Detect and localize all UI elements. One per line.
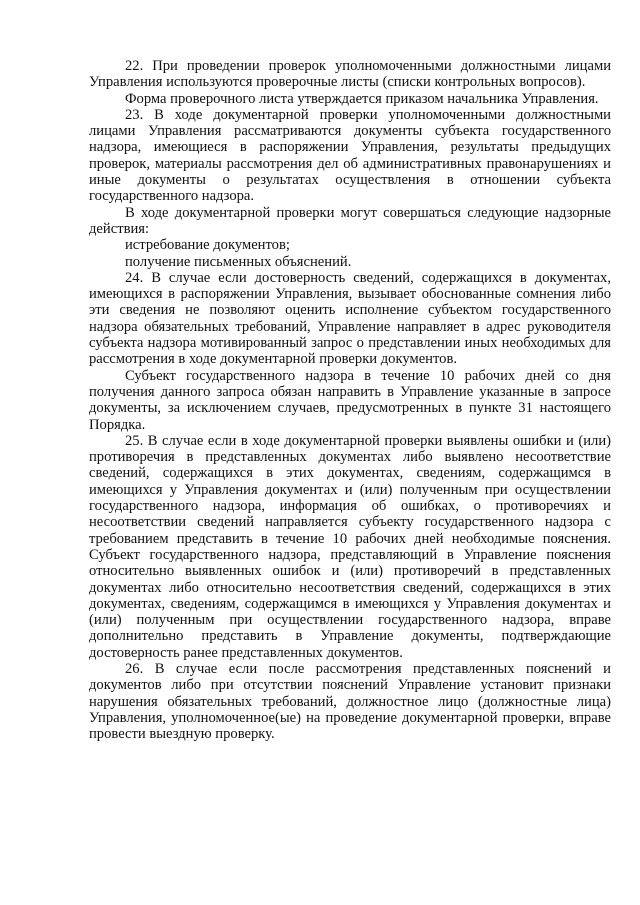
document-page xyxy=(89,58,611,742)
paragraph-10-days: Субъект государственного надзора в течение 10 рабочих дней со дня получения данного запроса обязан направить в Управление указанные в запросе документы, за исключением случаев, предусмотренных в пункте 31 настоящего Порядка. xyxy=(89,367,611,433)
paragraph-checklist-form: Форма проверочного листа утверждается приказом начальника Управления. xyxy=(125,90,599,107)
paragraph-26: 26. В случае если после рассмотрения представленных пояснений и документов либо при отсутствии пояснений Управление установит признаки нарушения обязательных требований, должностное лицо (должностные лица) Управления, уполномоченное(ые) на проведение документарной проверки, вправе провести выездную проверку. xyxy=(89,660,611,743)
paragraph-25: 25. В случае если в ходе документарной проверки выявлены ошибки и (или) противоречия в представленных документах либо выявлено несоответствие сведений, содержащихся в этих документах, сведениям, содержащимся в имеющихся у Управления документах и (или) полученным при осуществлении государственного надзора, информация об ошибках, о противоречиях и несоответствии сведений направляется субъекту государственного надзора с требованием представить в течение 10 рабочих дней необходимые пояснения. Субъект государственного надзора, представляющий в Управление пояснения относительно выявленных ошибок и (или) противоречий в представленных документах либо относительно несоответствия сведений, содержащихся в этих документах, сведениям, содержащимся в имеющихся у Управления документах и (или) полученным при осуществлении государственного надзора, вправе дополнительно представить в Управление документы, подтверждающие достоверность ранее представленных документов. xyxy=(89,432,611,661)
paragraph-24: 24. В случае если достоверность сведений, содержащихся в документах, имеющихся в распоряжении Управления, вызывает обоснованные сомнения либо эти сведения не позволяют оценить исполнение субъектом государственного надзора обязательных требований, Управление направляет в адрес руководителя субъекта надзора мотивированный запрос о представлении иных необходимых для рассмотрения в ходе документарной проверки документов. xyxy=(89,269,611,368)
list-item-written-explanations: получение письменных объяснений. xyxy=(125,253,352,270)
paragraph-supervisory-actions: В ходе документарной проверки могут совершаться следующие надзорные действия: xyxy=(89,204,611,237)
paragraph-23: 23. В ходе документарной проверки уполномоченными должностными лицами Управления рассматриваются документы субъекта государственного надзора, имеющиеся в распоряжении Управления, результаты предыдущих проверок, материалы рассмотрения дел об административных правонарушениях и иные документы о результатах осуществления в отношении субъекта государственного надзора. xyxy=(89,106,611,205)
list-item-request-documents: истребование документов; xyxy=(125,237,290,254)
paragraph-22: 22. При проведении проверок уполномоченными должностными лицами Управления используются проверочные листы (списки контрольных вопросов). xyxy=(89,58,611,91)
